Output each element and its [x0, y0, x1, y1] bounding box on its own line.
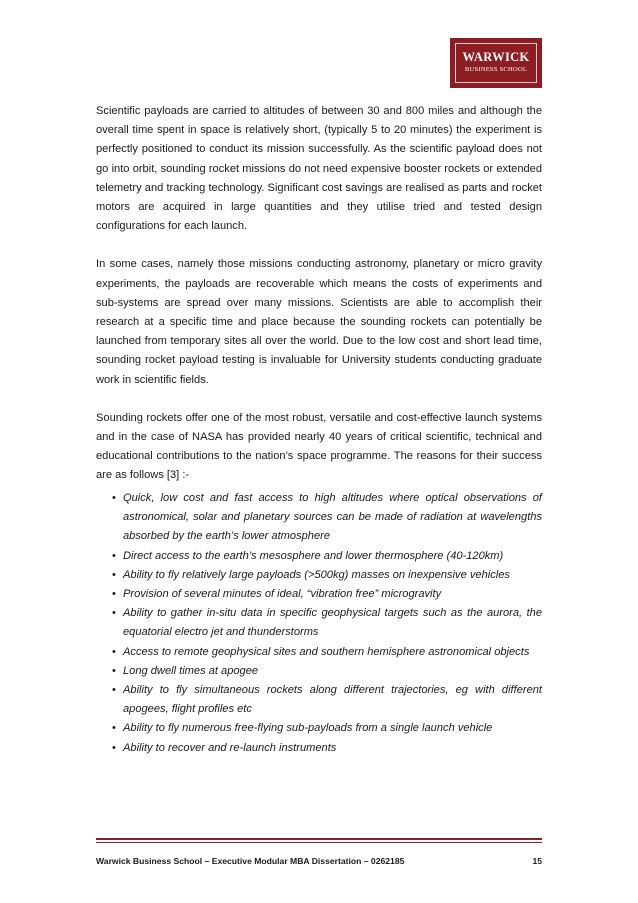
paragraph: Sounding rockets offer one of the most robust, versatile and cost-effective launch systems and in the case of NASA has provided nearly 40 years of critical scientific, technical and educational contributions to the nation’s space programme. The reasons for their success are as follows [3] :-: [96, 411, 542, 482]
logo-title: WARWICK: [462, 50, 530, 64]
list-item: • Ability to recover and re-launch instruments: [96, 739, 542, 758]
list-item: • Ability to fly simultaneous rockets along different trajectories, eg with different apogees, flight profiles etc: [96, 681, 542, 719]
page-number: 15: [532, 856, 542, 866]
footer-divider: [96, 838, 542, 840]
paragraph: In some cases, namely those missions conducting astronomy, planetary or micro gravity experiments, the payloads are recoverable which means the costs of experiments and sub-systems are spread over many missions. Scientists are able to accomplish their research at a specific time and place because the sounding rockets can potentially be launched from temporary sites all over the world. Due to the low cost and short lead time, sounding rocket payload testing is invaluable for University students conducting graduate work in scientific fields.: [96, 258, 542, 386]
list-item: • Direct access to the earth’s mesosphere and lower thermosphere (40-120km): [96, 547, 542, 566]
list-item: • Ability to fly relatively large payloads (>500kg) masses on inexpensive vehicles: [96, 566, 542, 585]
list-item: • Ability to fly numerous free-flying sub-payloads from a single launch vehicle: [96, 719, 542, 738]
footer-divider-thin: [96, 842, 542, 843]
paragraph: Scientific payloads are carried to altitudes of between 30 and 800 miles and although the overall time spent in space is relatively short, (typically 5 to 20 minutes) the experiment is perfectly positioned to conduct its mission successfully. As the scientific payload does not go into orbit, sounding rocket missions do not need expensive booster rockets or extended telemetry and tracking technology. Significant cost savings are realised as parts and rocket motors are acquired in large quantities and they utilise tried and tested design configurations for each launch.: [96, 105, 542, 233]
list-item: • Access to remote geophysical sites and southern hemisphere astronomical objects: [96, 643, 542, 662]
list-item: • Provision of several minutes of ideal, “vibration free” microgravity: [96, 585, 542, 604]
logo-subtitle: BUSINESS SCHOOL: [464, 66, 528, 73]
reasons-list: [96, 489, 542, 758]
footer-text: Warwick Business School – Executive Modular MBA Dissertation – 0262185: [96, 856, 405, 866]
body-text: [96, 102, 542, 505]
warwick-logo: [450, 38, 542, 88]
list-item: • Ability to gather in-situ data in specific geophysical targets such as the aurora, the equatorial electro jet and thunderstorms: [96, 604, 542, 642]
list-item: • Long dwell times at apogee: [96, 662, 542, 681]
list-item: • Quick, low cost and fast access to high altitudes where optical observations of astronomical, solar and planetary sources can be made of radiation at wavelengths absorbed by the earth’s lower atmosphere: [96, 489, 542, 547]
